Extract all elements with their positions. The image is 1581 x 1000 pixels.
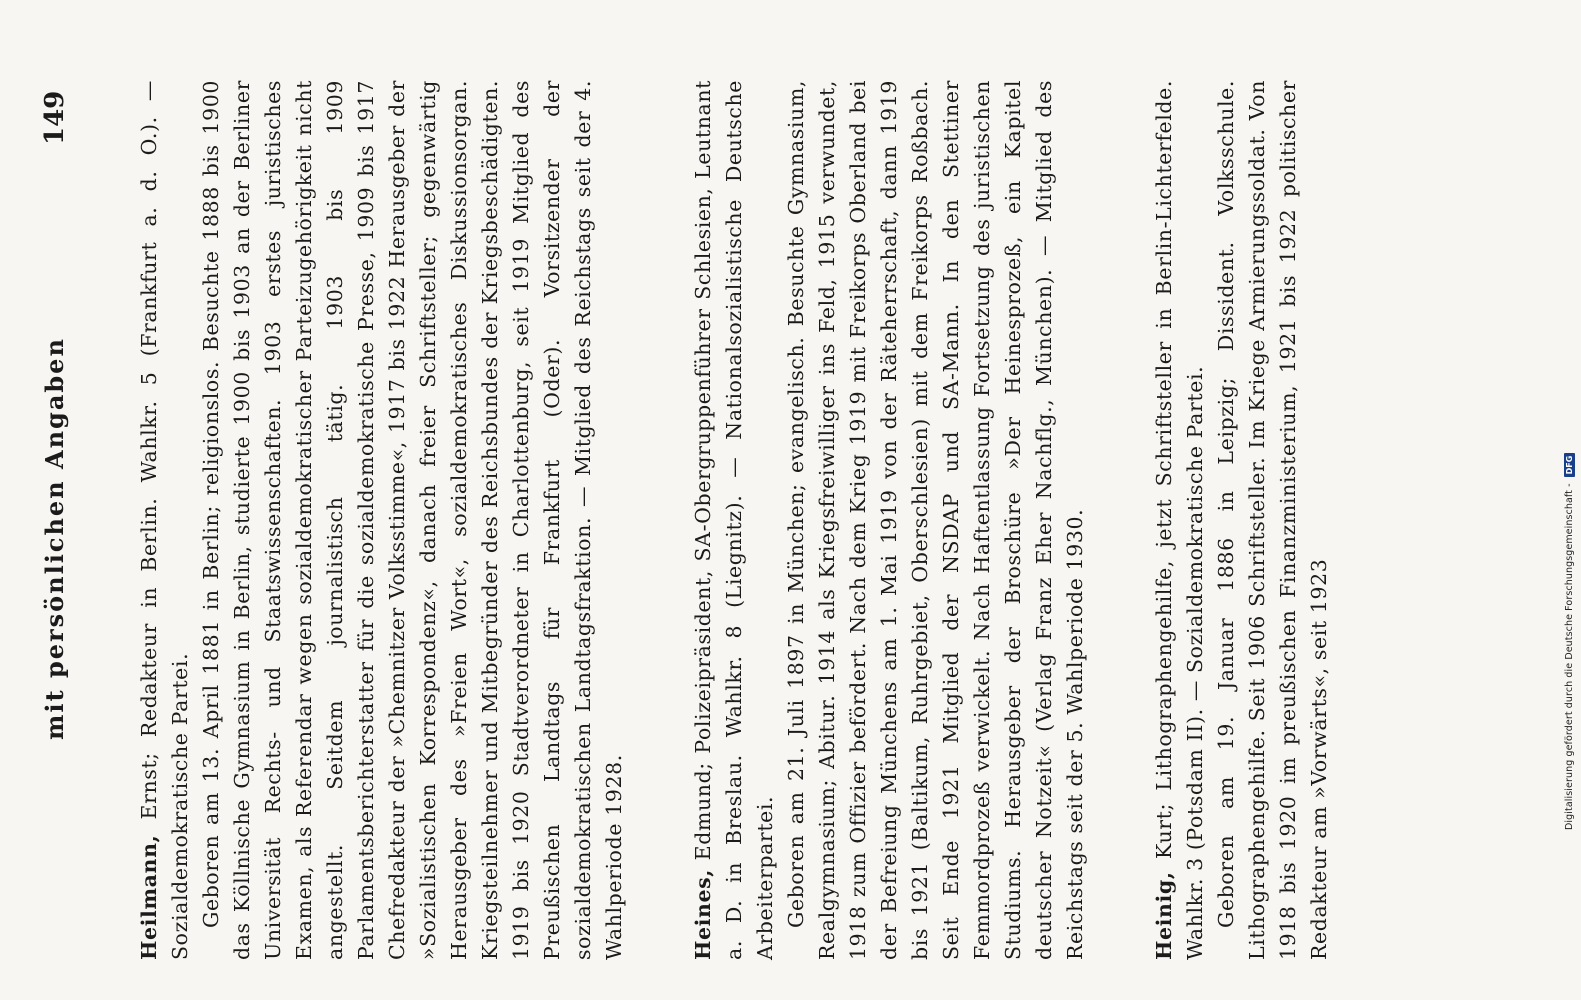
running-header xyxy=(40,80,76,960)
dfg-logo: DFG xyxy=(1564,453,1575,478)
entry-name: Heines, xyxy=(691,868,715,960)
page-number: 149 xyxy=(40,90,70,145)
entry-name: Heinig, xyxy=(1152,871,1176,960)
running-title: mit persönlichen Angaben xyxy=(40,337,69,740)
page-content xyxy=(40,60,1393,960)
entry-summary: Ernst; Redakteur in Berlin. Wahlkr. 5 (Frankfurt a. d. O.). — Sozialdemokratische Partei. xyxy=(137,80,192,960)
entry-summary: Kurt; Lithographengehilfe, jetzt Schriftsteller in Berlin-Lichterfelde. Wahlkr. 3 (Potsdam II). — Sozialdemokratische Partei. xyxy=(1152,80,1207,960)
biography-entry-heinig xyxy=(1149,80,1335,960)
entry-heading xyxy=(134,80,196,960)
entry-name: Heilmann, xyxy=(137,834,161,960)
entry-summary: Edmund; Polizeipräsident, SA-Obergruppenführer Schlesien, Leutnant a. D. in Breslau. Wahlkr. 8 (Liegnitz). — Nationalsozialistische Deutsche Arbeiterpartei. xyxy=(691,80,777,960)
digitization-notice xyxy=(1548,0,1578,1000)
entry-body: Geboren am 19. Januar 1886 in Leipzig; Dissident. Volksschule. Lithographengehilfe. Seit 1906 Schriftsteller. Im Kriege Armierungssoldat. Von 1918 bis 1920 im preußischen Finanzministerium, 1921 bis 1922 politischer Redakteur am »Vorwärts«, seit 1923 xyxy=(1214,80,1331,960)
entry-heading xyxy=(688,80,781,960)
digitization-text: Digitalisierung gefördert durch die Deutsche Forschungsgemeinschaft - xyxy=(1563,483,1575,830)
digitization-notice-rotated xyxy=(1554,0,1581,830)
biography-entry-heines xyxy=(688,80,1091,960)
entry-body: Geboren am 13. April 1881 in Berlin; religionslos. Besuchte 1888 bis 1900 das Köllnische Gymnasium in Berlin, studierte 1900 bis 1903 an der Berliner Universität Rechts- und Staatswissenschaften. 1903 erstes juristisches Examen, als Referendar wegen sozialdemokratischer Parteizugehörigkeit nicht angestellt. Seitdem journalistisch tätig. 1903 bis 1909 Parlamentsberichterstatter für die sozialdemokratische Presse, 1909 bis 1917 Chefredakteur der »Chemnitzer Volksstimme«, 1917 bis 1922 Herausgeber der »Sozialistischen Korrespondenz«, danach freier Schriftsteller; gegenwärtig Herausgeber des »Freien Wort«, sozialdemokratisches Diskussionsorgan. Kriegsteilnehmer und Mitbegründer des Reichsbundes der Kriegsbeschädigten. 1919 bis 1920 Stadtverordneter in Charlottenburg, seit 1919 Mitglied des Preußischen Landtags für Frankfurt (Oder). Vorsitzender der sozialdemokratischen Landtagsfraktion. — Mitglied des Reichstags seit der 4. Wahlperiode 1928. xyxy=(199,80,626,960)
entry-heading xyxy=(1149,80,1211,960)
biography-entry-heilmann xyxy=(134,80,630,960)
entry-body: Geboren am 21. Juli 1897 in München; evangelisch. Besuchte Gymnasium, Realgymnasium; Abitur. 1914 als Kriegsfreiwilliger ins Feld, 1915 verwundet, 1918 zum Offizier befördert. Nach dem Krieg 1919 mit Freikorps Oberland bei der Befreiung Münchens am 1. Mai 1919 von der Räteherrschaft, dann 1919 bis 1921 (Baltikum, Ruhrgebiet, Oberschlesien) mit dem Freikorps Roßbach. Seit Ende 1921 Mitglied der NSDAP und SA-Mann. In den Stettiner Femmordprozeß verwickelt. Nach Haftentlassung Fortsetzung des juristischen Studiums. Herausgeber der Broschüre »Der Heinesprozeß, ein Kapitel deutscher Notzeit« (Verlag Franz Eher Nachflg., München). — Mitglied des Reichstags seit der 5. Wahlperiode 1930. xyxy=(784,80,1087,960)
